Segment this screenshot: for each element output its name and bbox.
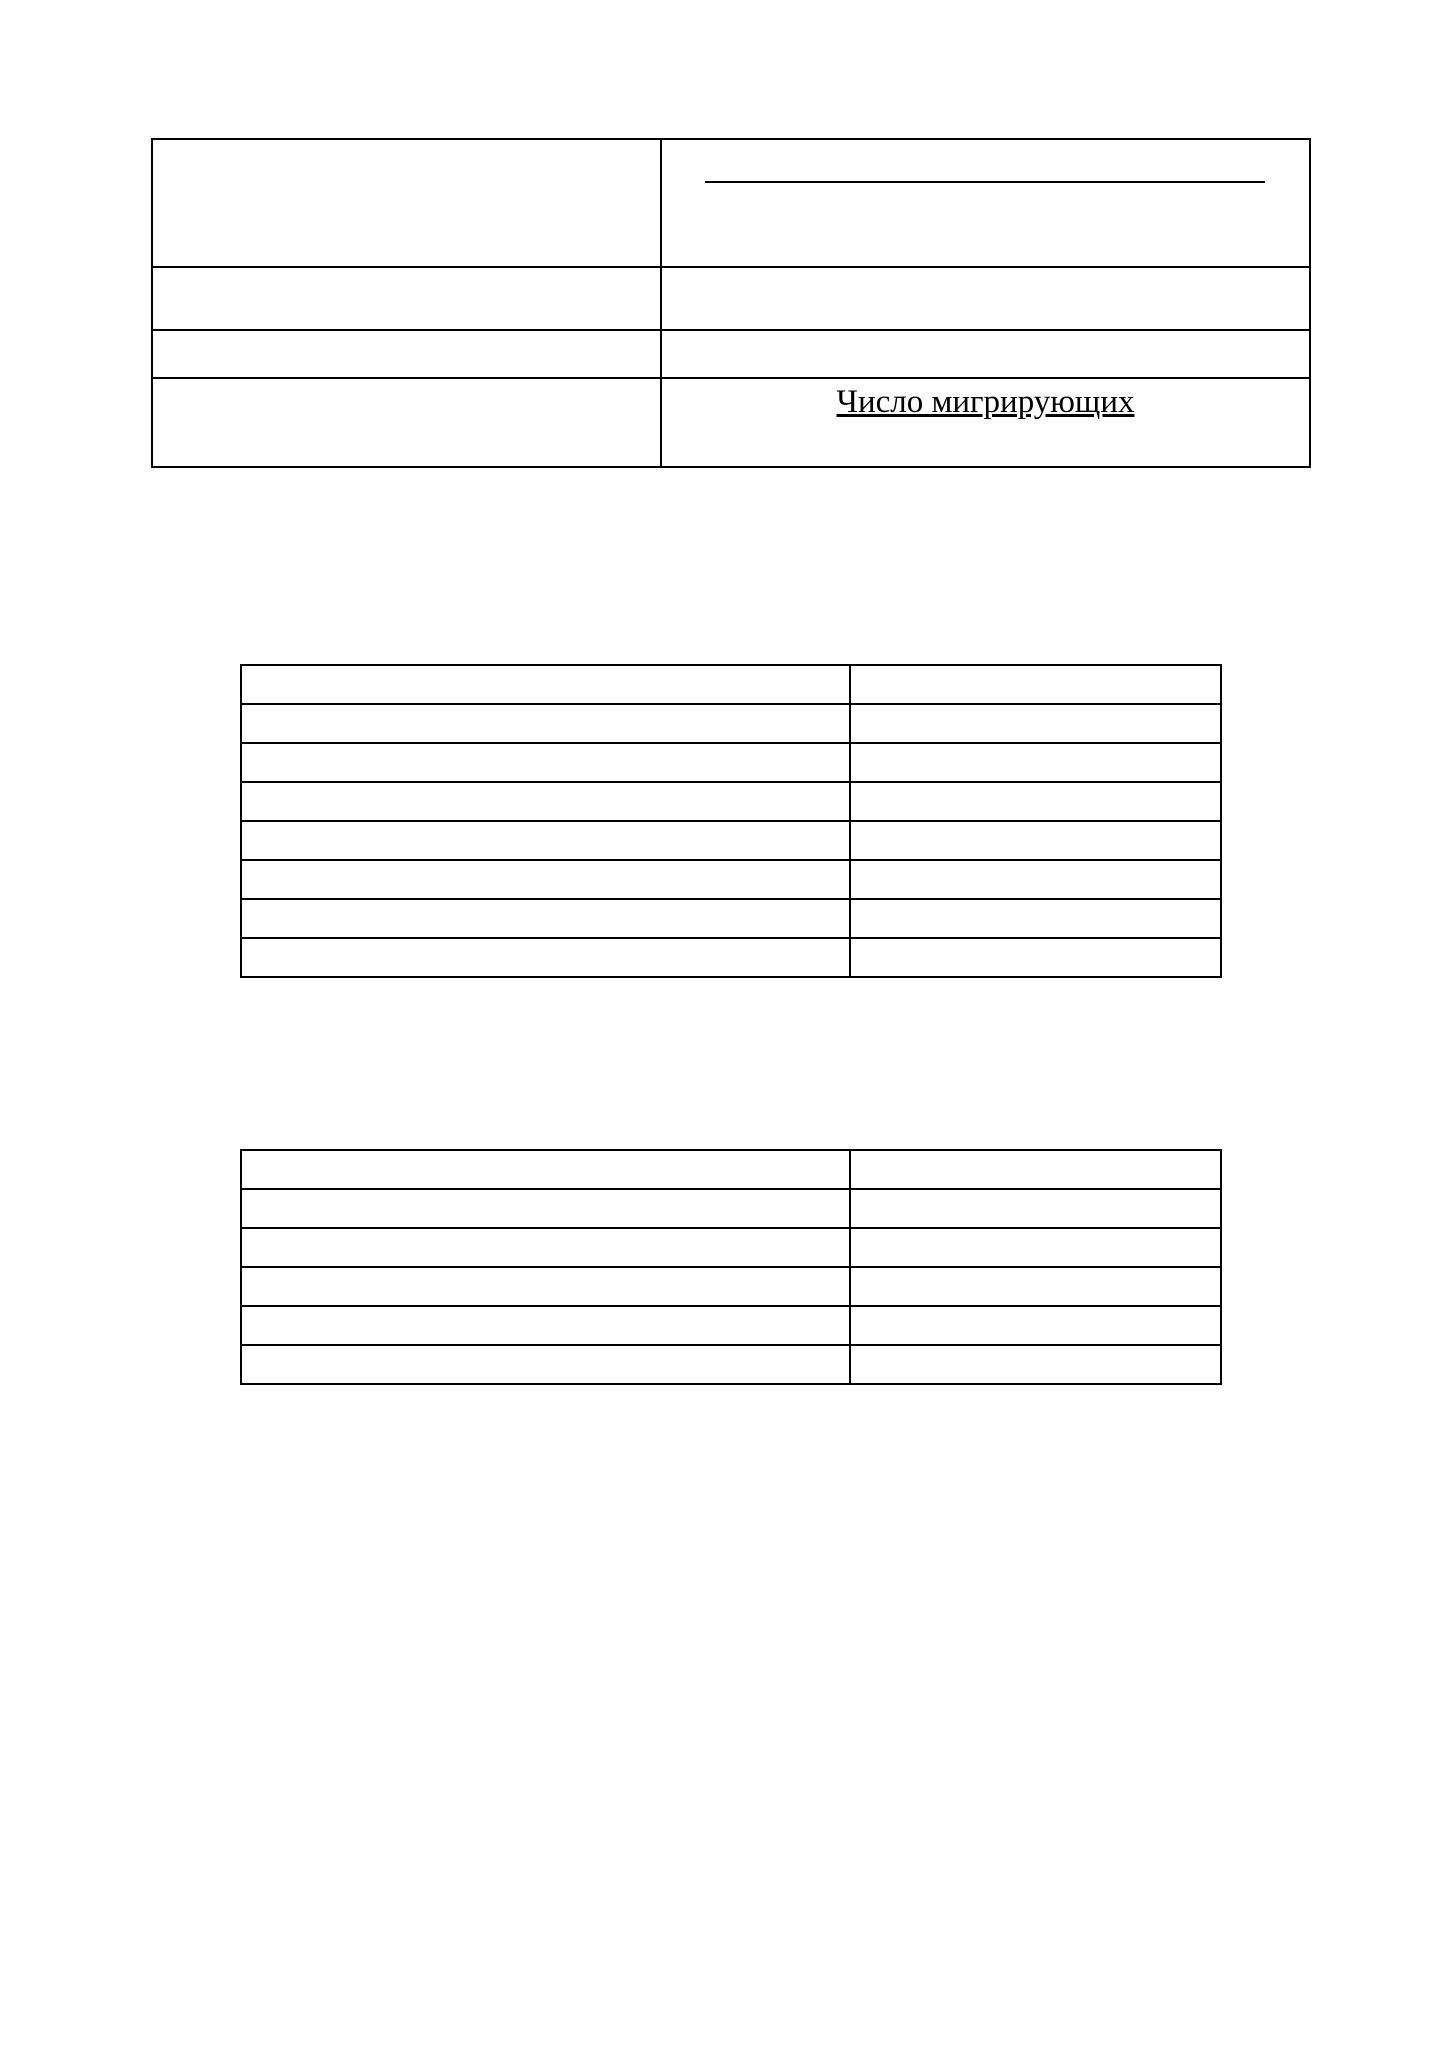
table-cell <box>850 704 1221 743</box>
table-row <box>152 139 1310 267</box>
table-row <box>241 665 1221 704</box>
table-cell <box>241 1228 850 1267</box>
table-cell <box>661 139 1310 267</box>
migrants-count-label: Число мигрирующих <box>836 384 1135 420</box>
table-1 <box>151 138 1311 468</box>
table-2 <box>240 664 1222 978</box>
signature-line <box>705 181 1265 183</box>
table-cell <box>241 782 850 821</box>
table-cell <box>850 938 1221 977</box>
table-cell <box>850 1267 1221 1306</box>
table-row <box>241 1267 1221 1306</box>
table-row <box>152 330 1310 378</box>
table-cell <box>661 267 1310 330</box>
table-cell <box>152 267 661 330</box>
table-cell <box>850 860 1221 899</box>
table-cell <box>241 860 850 899</box>
table-cell <box>241 1189 850 1228</box>
table-cell <box>152 378 661 467</box>
table-row <box>241 1306 1221 1345</box>
table-cell <box>152 330 661 378</box>
table-cell <box>661 378 1310 467</box>
table-cell <box>241 821 850 860</box>
table-row <box>152 378 1310 467</box>
table-cell <box>850 1189 1221 1228</box>
table-cell <box>850 1150 1221 1189</box>
table-row <box>241 938 1221 977</box>
table-cell <box>241 1267 850 1306</box>
table-cell <box>241 665 850 704</box>
table-row <box>152 267 1310 330</box>
table-cell <box>850 1228 1221 1267</box>
table-row <box>241 1345 1221 1384</box>
table-row <box>241 1150 1221 1189</box>
table-row <box>241 743 1221 782</box>
table-cell <box>241 704 850 743</box>
table-row <box>241 899 1221 938</box>
table-cell <box>850 1345 1221 1384</box>
table-cell <box>850 821 1221 860</box>
table-cell <box>152 139 661 267</box>
table-cell <box>850 899 1221 938</box>
table-cell <box>850 665 1221 704</box>
table-row <box>241 860 1221 899</box>
table-cell <box>850 743 1221 782</box>
table-cell <box>241 1345 850 1384</box>
table-cell <box>850 1306 1221 1345</box>
table-cell <box>241 1150 850 1189</box>
table-row <box>241 782 1221 821</box>
table-cell <box>241 1306 850 1345</box>
table-row <box>241 1228 1221 1267</box>
table-row <box>241 704 1221 743</box>
table-cell <box>241 938 850 977</box>
table-cell <box>241 743 850 782</box>
table-cell <box>241 899 850 938</box>
table-cell <box>661 330 1310 378</box>
table-3 <box>240 1149 1222 1385</box>
table-row <box>241 821 1221 860</box>
table-row <box>241 1189 1221 1228</box>
table-cell <box>850 782 1221 821</box>
